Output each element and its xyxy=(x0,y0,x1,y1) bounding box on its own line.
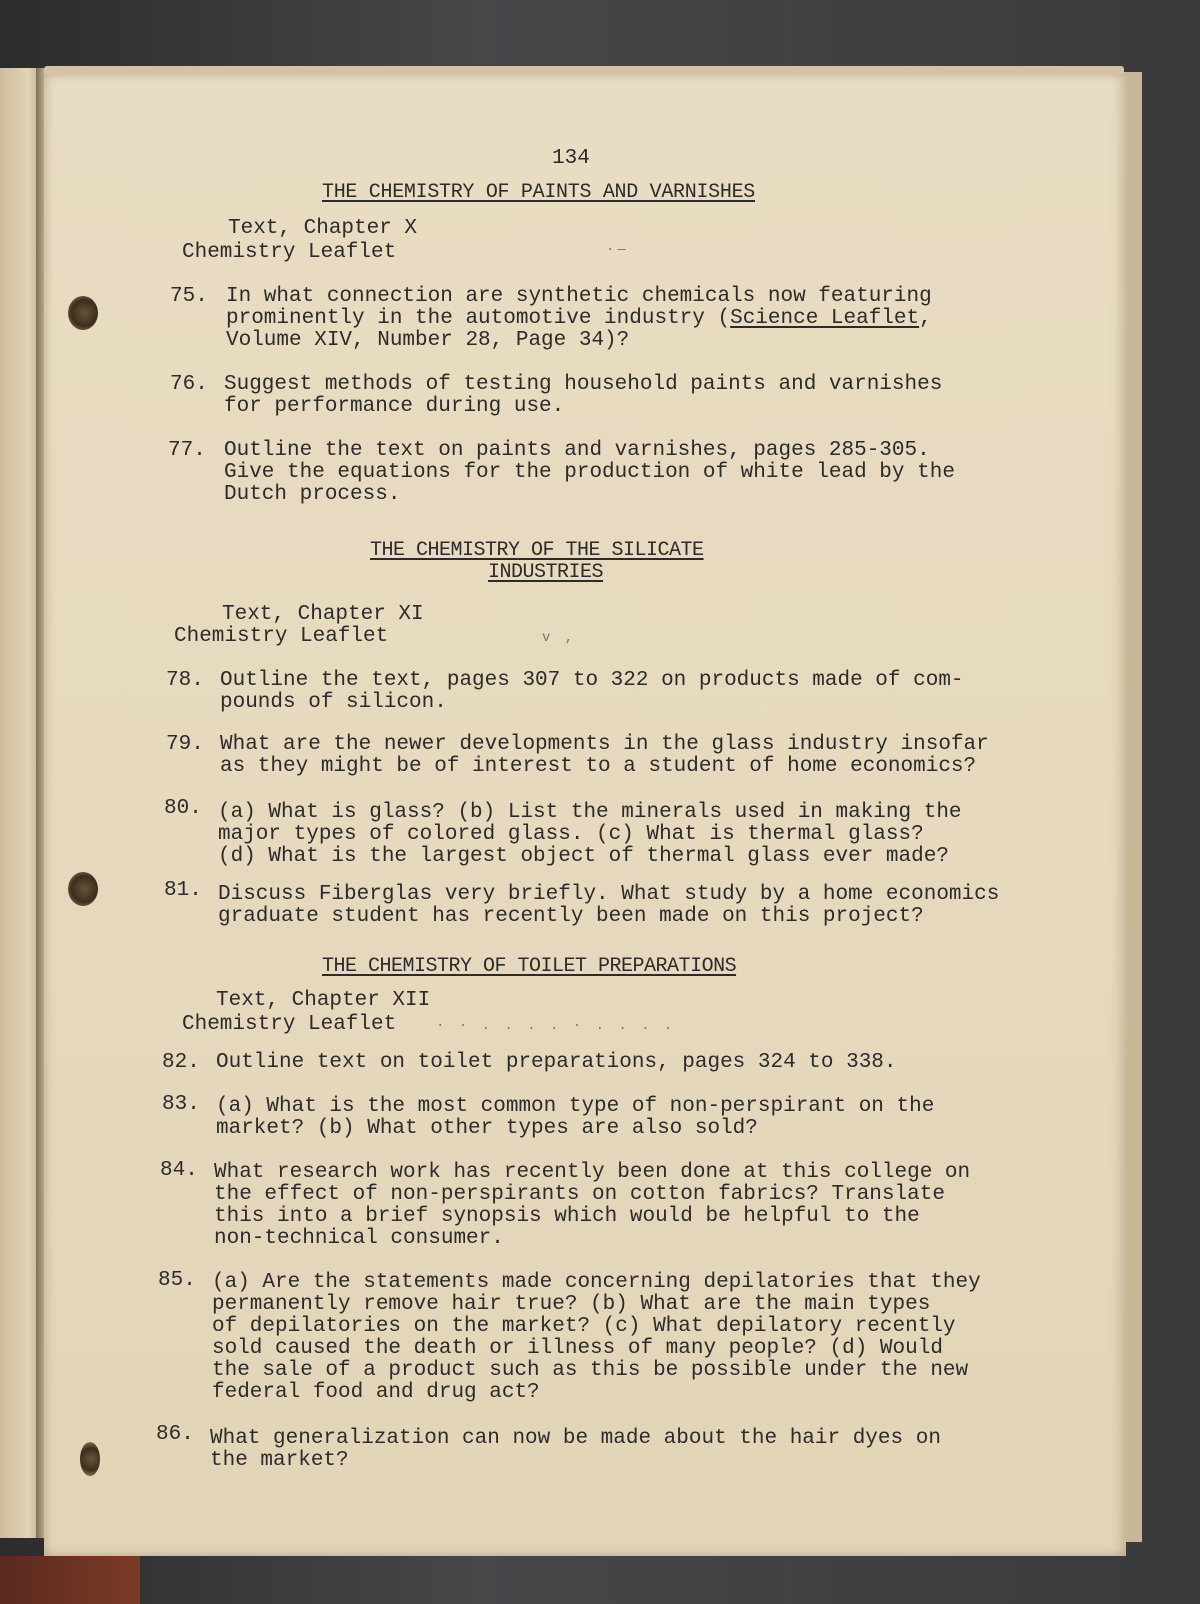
question-line: What research work has recently been done at this college on xyxy=(214,1161,971,1184)
question-number: 81. xyxy=(164,879,202,902)
question-line: the sale of a product such as this be possible under the new xyxy=(212,1359,969,1382)
stray-mark: · · . . . . · . . . . xyxy=(436,1018,676,1034)
citation-comma: , xyxy=(919,307,932,330)
document-page xyxy=(44,74,1126,1556)
text-reference: Text, Chapter XII xyxy=(216,989,431,1012)
leaflet-reference: Chemistry Leaflet xyxy=(182,241,397,264)
question-line: What generalization can now be made about the hair dyes on xyxy=(210,1427,941,1450)
question-line: as they might be of interest to a student of home economics? xyxy=(220,755,977,778)
question-line: Outline the text, pages 307 to 322 on products made of com- xyxy=(220,669,964,692)
book-cover-edge xyxy=(0,1556,140,1604)
question-line: Give the equations for the production of white lead by the xyxy=(224,461,955,484)
text-reference: Text, Chapter X xyxy=(228,217,418,240)
question-line-part: prominently in the automotive industry ( xyxy=(226,307,731,330)
stray-mark: ·— xyxy=(606,242,629,258)
question-line: Discuss Fiberglas very briefly. What study by a home economics xyxy=(218,883,1000,906)
question-line: pounds of silicon. xyxy=(220,691,447,714)
question-line: the market? xyxy=(210,1449,349,1472)
question-line: In what connection are synthetic chemicals now featuring xyxy=(226,285,932,308)
question-line: this into a brief synopsis which would be helpful to the xyxy=(214,1205,920,1228)
question-line: Outline the text on paints and varnishes, pages 285-305. xyxy=(224,439,930,462)
question-line: of depilatories on the market? (c) What depilatory recently xyxy=(212,1315,956,1338)
question-line: (d) What is the largest object of thermal glass ever made? xyxy=(218,845,949,868)
page-content xyxy=(44,74,1126,1556)
question-line xyxy=(226,308,932,330)
section-heading-silicate: THE CHEMISTRY OF THE SILICATE xyxy=(370,539,704,562)
question-number: 86. xyxy=(156,1423,194,1446)
question-line: (a) What is glass? (b) List the minerals used in making the xyxy=(218,801,962,824)
question-line: major types of colored glass. (c) What is thermal glass? xyxy=(218,823,924,846)
leaflet-citation: Science Leaflet xyxy=(730,307,920,330)
page-number: 134 xyxy=(552,147,590,170)
question-line: permanently remove hair true? (b) What are the main types xyxy=(212,1293,931,1316)
leaflet-reference: Chemistry Leaflet xyxy=(182,1013,397,1036)
stray-mark: v , xyxy=(542,630,577,646)
section-heading-silicate-line2: INDUSTRIES xyxy=(488,561,604,584)
question-number: 76. xyxy=(170,373,208,396)
question-line: What are the newer developments in the glass industry insofar xyxy=(220,733,989,756)
question-line: federal food and drug act? xyxy=(212,1381,540,1404)
leaflet-reference: Chemistry Leaflet xyxy=(174,625,389,648)
question-line: for performance during use. xyxy=(224,395,565,418)
question-number: 82. xyxy=(162,1051,200,1074)
question-line: Dutch process. xyxy=(224,483,401,506)
question-line: sold caused the death or illness of many people? (d) Would xyxy=(212,1337,943,1360)
question-number: 79. xyxy=(166,733,204,756)
question-number: 78. xyxy=(166,669,204,692)
book-spine xyxy=(36,68,44,1538)
question-line: graduate student has recently been made on this project? xyxy=(218,905,924,928)
question-number: 80. xyxy=(164,797,202,820)
question-number: 84. xyxy=(160,1159,198,1182)
text-reference: Text, Chapter XI xyxy=(222,603,424,626)
question-line: Volume XIV, Number 28, Page 34)? xyxy=(226,329,630,352)
question-line: the effect of non-perspirants on cotton fabrics? Translate xyxy=(214,1183,945,1206)
section-heading-toilet: THE CHEMISTRY OF TOILET PREPARATIONS xyxy=(322,955,737,978)
question-line: non-technical consumer. xyxy=(214,1227,504,1250)
question-number: 75. xyxy=(170,285,208,308)
section-heading-paints: THE CHEMISTRY OF PAINTS AND VARNISHES xyxy=(322,181,755,204)
question-number: 77. xyxy=(168,439,206,462)
question-number: 85. xyxy=(158,1269,196,1292)
question-line: Outline text on toilet preparations, pages 324 to 338. xyxy=(216,1051,897,1074)
question-line: (a) Are the statements made concerning depilatories that they xyxy=(212,1271,981,1294)
question-number: 83. xyxy=(162,1093,200,1116)
question-line: market? (b) What other types are also sold? xyxy=(216,1117,758,1140)
previous-page-edge xyxy=(0,68,40,1538)
question-line: Suggest methods of testing household paints and varnishes xyxy=(224,373,943,396)
question-line: (a) What is the most common type of non-perspirant on the xyxy=(216,1095,935,1118)
